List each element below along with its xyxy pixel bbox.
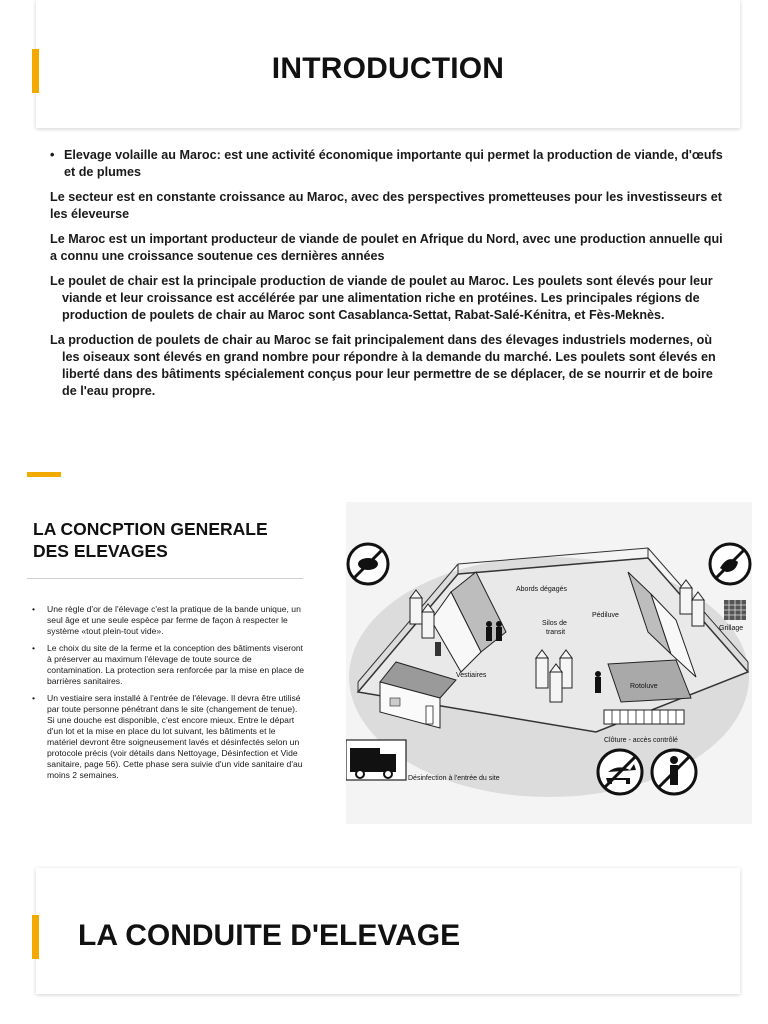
concept-title: LA CONCPTION GENERALE DES ELEVAGES [33, 519, 268, 561]
intro-title: INTRODUCTION [271, 52, 505, 85]
truck-illustration [346, 740, 406, 780]
grillage-swatch [724, 600, 746, 620]
conduite-title: LA CONDUITE D'ELEVAGE [78, 919, 461, 952]
intro-accent-bar [32, 49, 39, 93]
label-cloture: Clôture - accès contrôlé [604, 737, 678, 744]
intro-bullet: • Elevage volaille au Maroc: est une activité économique importante qui permet la production de viande, d'œufs et de plumes [50, 147, 730, 181]
intro-paragraph-4: La production de poulets de chair au Maroc se fait principalement dans des élevages industriels modernes, où les oiseaux sont élevés en grand nombre pour répondre à la demande du marché. Les poulets sont élevés en liberté dans des bâtiments spécialement conçus pour leur permettre de se déplacer, de se nourrir et de boire de l'eau propre. [50, 333, 716, 398]
concept-divider [27, 578, 303, 579]
section-accent-dash [27, 472, 61, 477]
label-desinfection: Désinfection à l'entrée du site [408, 775, 500, 782]
no-dogs-sign [598, 750, 642, 794]
concept-item-1: • Une règle d'or de l'élevage c'est la pratique de la bande unique, un seul âge et une seule espèce par ferme de façon à respecter le système «tout plein-tout vide». [30, 604, 305, 637]
label-silos-2: transit [546, 629, 566, 636]
conduite-title-card [36, 868, 740, 994]
entrance-gate [604, 710, 684, 724]
label-abords: Abords dégagés [516, 586, 567, 593]
label-grillage: Grillage [719, 625, 744, 632]
label-rotoluve: Rotoluve [630, 683, 658, 690]
label-silos-1: Silos de [542, 620, 567, 627]
no-visitors-sign [652, 750, 696, 794]
intro-paragraph-1: Le secteur est en constante croissance au Maroc, avec des perspectives prometteuses pour les investisseurs et les éleveurse [50, 190, 722, 221]
farm-layout-diagram [346, 502, 752, 824]
conduite-accent-bar [32, 915, 39, 959]
no-birds-sign [710, 544, 750, 584]
intro-body [50, 147, 730, 408]
intro-title-card [36, 0, 740, 128]
intro-paragraph-3: Le poulet de chair est la principale production de viande de poulet au Maroc. Les poulets sont élevés pour leur viande et leur croissance est accélérée par une alimentation riche en protéines. Les principales régions de production de poulets de chair au Maroc sont Casablanca-Settat, Rabat-Salé-Kénitra, et Fès-Meknès. [50, 274, 713, 322]
no-rodents-sign [348, 544, 388, 584]
label-vestiaires: Vestiaires [456, 672, 487, 679]
concept-item-2: • Le choix du site de la ferme et la conception des bâtiments viseront à préserver au maximum l'élevage de toute source de contamination. La protection sera renforcée par la mise en place de barrières sanitaires. [30, 643, 305, 687]
label-pediluve: Pédiluve [592, 612, 619, 619]
concept-item-3: • Un vestiaire sera installé à l'entrée de l'élevage. Il devra être utilisé par toute personne pénétrant dans le site (changement de tenue). Si une douche est disponible, c'est encore mieux. Entre le départ d'un lot et la mise en place du lot suivant, les bâtiments et le matériel devront être soigneusement lavés et désinfectés selon un protocole précis (voir détails dans Nettoyage, Désinfection et Vide sanitaire, page 56). Cette phase sera suivie d'un vide sanitaire d'au moins 2 semaines. [30, 693, 305, 781]
rotoluve-pad [608, 660, 691, 702]
intro-paragraph-2: Le Maroc est un important producteur de viande de poulet en Afrique du Nord, avec une production annuelle qui a connu une croissance soutenue ces dernières années [50, 232, 723, 263]
concept-list [30, 604, 305, 787]
